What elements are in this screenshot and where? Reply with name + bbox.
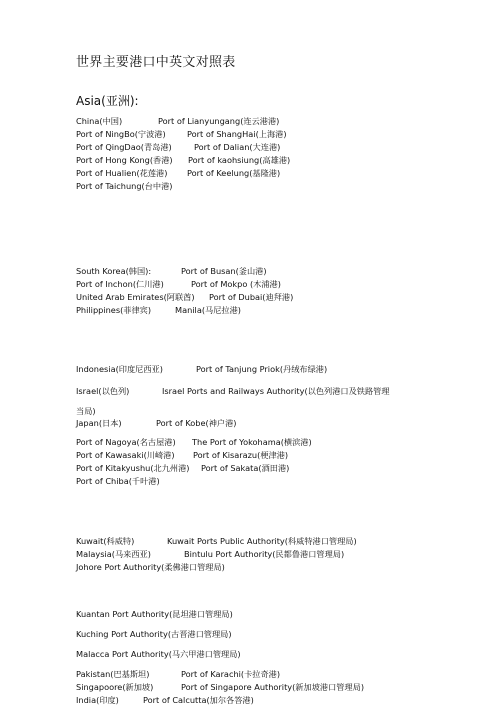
list-item (76, 437, 312, 448)
list-item (76, 292, 293, 303)
list-item (76, 450, 288, 461)
entry-right: Kuwait Ports Public Authority(科威特港口管理局) (167, 536, 357, 546)
entry-left: Port of Inchon(仁川港) (76, 279, 164, 289)
list-item (76, 669, 280, 680)
list-item (76, 549, 344, 560)
list-item (76, 142, 280, 153)
entry-right: Port of Tanjung Priok(丹绒布绿港) (196, 364, 328, 374)
entry-right: The Port of Yokohama(横滨港) (192, 437, 312, 447)
entry-left: Port of QingDao(青岛港) (76, 142, 172, 152)
entry-left: Johore Port Authority(柔佛港口管理局) (76, 562, 225, 572)
list-item (76, 181, 172, 192)
entry-left: Port of Taichung(台中港) (76, 181, 173, 191)
entry-right: Bintulu Port Authority(民都鲁港口管理局) (184, 549, 345, 559)
list-item (76, 629, 232, 640)
list-item (76, 116, 279, 127)
list-item (76, 129, 287, 140)
entry-left: Port of Hong Kong(香港) (76, 155, 173, 165)
list-item (76, 364, 327, 375)
entry-right: Manila(马尼拉港) (175, 305, 241, 315)
entry-left: Kuwait(科威特) (76, 536, 135, 546)
document-title: 世界主要港口中英文对照表 (76, 55, 236, 70)
list-item (76, 386, 390, 397)
entry-right: Port of Dalian(大连港) (194, 142, 281, 152)
list-item (76, 609, 233, 620)
list-item (76, 476, 160, 487)
entry-left: Indonesia(印度尼西亚) (76, 364, 163, 374)
list-item (76, 463, 289, 474)
entry-left: Pakistan(巴基斯坦) (76, 669, 150, 679)
entry-left: South Korea(韩国): (76, 266, 152, 276)
entry-right: Port of Karachi(卡拉奇港) (181, 669, 281, 679)
entry-left: Port of Hualien(花莲港) (76, 168, 168, 178)
entry-left: 当局) (76, 406, 96, 416)
entry-left: Port of Chiba(千叶港) (76, 476, 160, 486)
list-item (76, 536, 357, 547)
entry-right: Israel Ports and Railways Authority(以色列港口及铁路管理 (162, 386, 390, 396)
entry-left: Port of Kawasaki(川崎港) (76, 450, 175, 460)
entry-left: Malacca Port Authority(马六甲港口管理局) (76, 649, 241, 659)
list-item (76, 279, 281, 290)
entry-left: Philippines(菲律宾) (76, 305, 152, 315)
list-item (76, 266, 267, 277)
entry-left: Port of NingBo(宁波港) (76, 129, 166, 139)
entry-right: Port of Kisarazu(梗津港) (193, 450, 289, 460)
list-item (76, 168, 280, 179)
entry-left: United Arab Emirates(阿联酋) (76, 292, 195, 302)
entry-right: Port of kaohsiung(高雄港) (188, 155, 291, 165)
list-item (76, 418, 236, 429)
entry-right: Port of Dubai(迪拜港) (209, 292, 294, 302)
entry-left: China(中国) (76, 116, 123, 126)
entry-right: Port of Sakata(酒田港) (201, 463, 290, 473)
entry-left: Israel(以色列) (76, 386, 130, 396)
entry-right: Port of Singapore Authority(新加坡港口管理局) (181, 682, 365, 692)
list-item (76, 682, 364, 693)
list-item (76, 649, 241, 660)
region-heading-asia: Asia(亚洲): (76, 94, 139, 108)
entry-left: Malaysia(马来西亚) (76, 549, 151, 559)
entry-right: Port of Keelung(基隆港) (187, 168, 281, 178)
entry-left: India(印度) (76, 695, 119, 705)
entry-right: Port of Kobe(神户港) (156, 418, 237, 428)
entry-left: Japan(日本) (76, 418, 122, 428)
entry-right: Port of Mokpo (木浦港) (191, 279, 281, 289)
list-item (76, 305, 241, 316)
entry-left: Kuching Port Authority(古晋港口管理局) (76, 629, 232, 639)
list-item (76, 562, 225, 573)
entry-left: Kuantan Port Authority(昆坦港口管理局) (76, 609, 233, 619)
entry-right: Port of Lianyungang(连云港港) (158, 116, 280, 126)
entry-left: Port of Nagoya(名古屋港) (76, 437, 176, 447)
entry-right: Port of Calcutta(加尔各答港) (143, 695, 254, 705)
entry-left: Port of Kitakyushu(北九州港) (76, 463, 190, 473)
list-item (76, 695, 254, 706)
entry-right: Port of ShangHai(上海港) (187, 129, 287, 139)
list-item (76, 406, 96, 417)
entry-right: Port of Busan(釜山港) (181, 266, 267, 276)
list-item (76, 155, 290, 166)
entry-left: Singapoore(新加坡) (76, 682, 154, 692)
